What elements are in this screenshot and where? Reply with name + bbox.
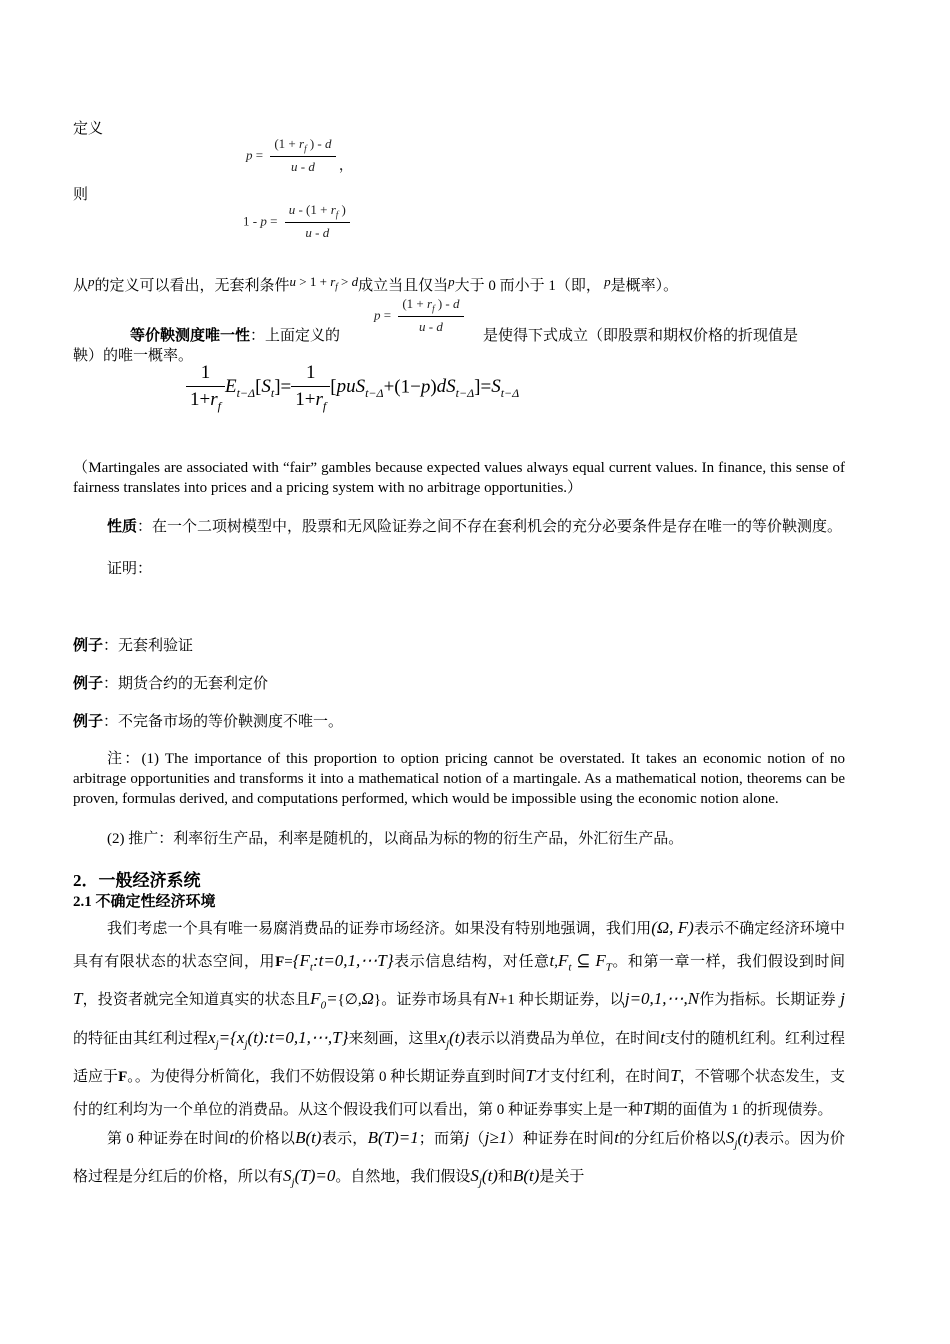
proof-label: 证明： [107,561,153,577]
uniqueness-statement: 等价鞅测度唯一性：上面定义的 [130,328,341,344]
martingale-formula: $\frac{1}{1+r_f}$ $E_{t-\Delta}[S_t]=$ $\frac{1}{1+r_f}$ $[puS_{t-\Delta}+(1-p)dS_{t-\Delta}]=S_{t-\Delta}$ [186,362,519,414]
example-3: 例子：不完备市场的等价鞅测度不唯一。 [73,714,344,730]
inline-formula-p: p = $\frac{(1 + r_f ) - d}{u - d}$ [374,296,464,335]
definition-label: 定义 [73,121,104,137]
property-paragraph: 性质：在一个二项树模型中，股票和无风险证券之间不存在套利机会的充分必要条件是存在唯一的等价鞅测度。 [107,519,843,535]
body-paragraph-1: 我们考虑一个具有唯一易腐消费品的证券市场经济。如果没有特别地强调，我们用(Ω, F)表示不确定经济环境中具有有限状态的状态空间，用$F=\{F_t:t=0,1,\cdots T\}$表示信息结构，对任意$t,F_t$ ⊆ $F_T$。和第一章一样，我们假设到时间T，投资者就完全知道真实的状态且$F_0=\{\emptyset,\Omega\}$。证券市场具有N+1 种长期证券，以j=0,1,⋯,N作为指标。长期证券 j 的特征由其红利过程$x_j=\{x_j(t):t=0,1,\cdots,T\}$来刻画，这里$x_j(t)$表示以消费品为单位，在时间t支付的随机红利。红利过程适应于F。。为使得分析简化，我们不妨假设第 0 种长期证券直到时间T才支付红利，在时间T，不管哪个状态发生，支付的红利均为一个单位的消费品。从这个假设我们可以看出，第 0 种证券事实上是一种T期的面值为 1 的折现债券。 [73,918,845,1119]
formula-p: p = $\frac{(1 + r_f ) - d}{u - d}$ ， [246,136,354,174]
uniqueness-statement-line2: 鞅）的唯一概率。 [73,348,194,364]
example-2: 例子：期货合约的无套利定价 [73,676,269,692]
note-2: (2) 推广：利率衍生产品，利率是随机的，以商品为标的物的衍生产品，外汇衍生产品。 [107,831,684,847]
body-paragraph-2: 第 0 种证券在时间t的价格以B(t)表示，B(T)=1；而第j（j≥1）种证券在时间t的分红后价格以$S_j(t)$表示。因为价格过程是分红后的价格，所以有$S_j(T)=0$。自然地，我们假设$S_j(t)$和B(t)是关于 [73,1128,845,1189]
formula-one-minus-p: 1 - p = $\frac{u - (1 + r_f )}{u - d}$ [243,202,350,241]
example-1: 例子：无套利验证 [73,638,194,654]
note-1: 注：(1) The importance of this proportion to option pricing cannot be overstated. It takes an economic notion of no arbitrage opportunities and transforms it into a mathematical notion of a martingale. As a mathematical notion, theorems can be proven, formulas derived, and computations performed, which would be impossible using the economic notion alone. [73,751,845,807]
martingale-note: （Martingales are associated with “fair” gambles because expected values always equal current values. In finance, this sense of fairness translates into prices and a pricing system with no arbitrage opportunities.） [73,460,845,496]
no-arbitrage-condition-text: 从p的定义可以看出，无套利条件$u > 1 + r_f > d$成立当且仅当p大于 0 而小于 1（即， p是概率）。 [73,274,679,294]
subsection-title: 2.1 不确定性经济环境 [73,894,216,910]
section-title: 2．一般经济系统 [73,871,201,890]
then-label: 则 [73,187,89,203]
uniqueness-statement-cont: 是使得下式成立（即股票和期权价格的折现值是 [483,328,799,344]
